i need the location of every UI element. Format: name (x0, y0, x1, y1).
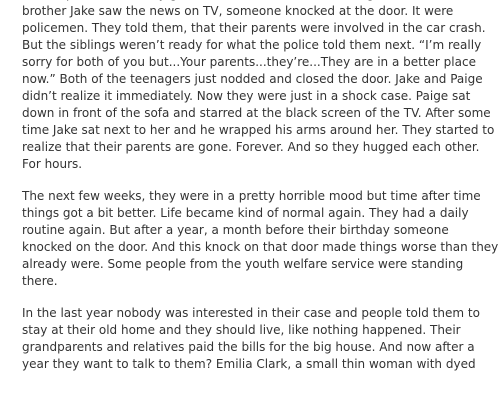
text-line: grandparents and relatives paid the bills for the big house. And now after a (22, 340, 475, 354)
text-line: realize that their parents are gone. Forever. And so they hugged each other. (22, 140, 480, 154)
text-line: things got a bit better. Life became kind of normal again. They had a daily (22, 206, 469, 220)
text-line: down in front of the sofa and starred at the black screen of the TV. After some (22, 106, 491, 120)
text-line: already were. Some people from the youth welfare service were standing (22, 257, 464, 271)
text-line: there. (22, 274, 58, 288)
text-line: time Jake sat next to her and he wrapped his arms around her. They started to (22, 123, 495, 137)
text-line: But the siblings weren’t ready for what the police told them next. “I’m really (22, 38, 482, 52)
text-line: sorry for both of you but...Your parents...they’re...They are in a better place (22, 55, 476, 69)
text-line: routine again. But after a year, a month before their birthday someone (22, 223, 449, 237)
text-line: year they want to talk to them? Emilia Clark, a small thin woman with dyed (22, 357, 476, 371)
text-line: stay at their old home and they should live, like nothing happened. Their (22, 323, 461, 337)
paragraph-1 (22, 0, 495, 173)
text-line: For hours. (22, 157, 83, 171)
text-line: policemen. They told them, that their parents were involved in the car crash. (22, 21, 486, 35)
text-line: In the last year nobody was interested in their case and people told them to (22, 306, 480, 320)
text-line: knocked on the door. And this knock on that door made things worse than they (22, 240, 498, 254)
paragraph-2 (22, 188, 498, 290)
paragraph-3 (22, 305, 479, 373)
text-line: now.” Both of the teenagers just nodded and closed the door. Jake and Paige (22, 72, 483, 86)
text-line: The next few weeks, they were in a pretty horrible mood but time after time (22, 189, 481, 203)
text-line: brother Jake saw the news on TV, someone knocked at the door. It were (22, 4, 454, 18)
text-line: didn’t realize it immediately. Now they were just in a shock case. Paige sat (22, 89, 471, 103)
